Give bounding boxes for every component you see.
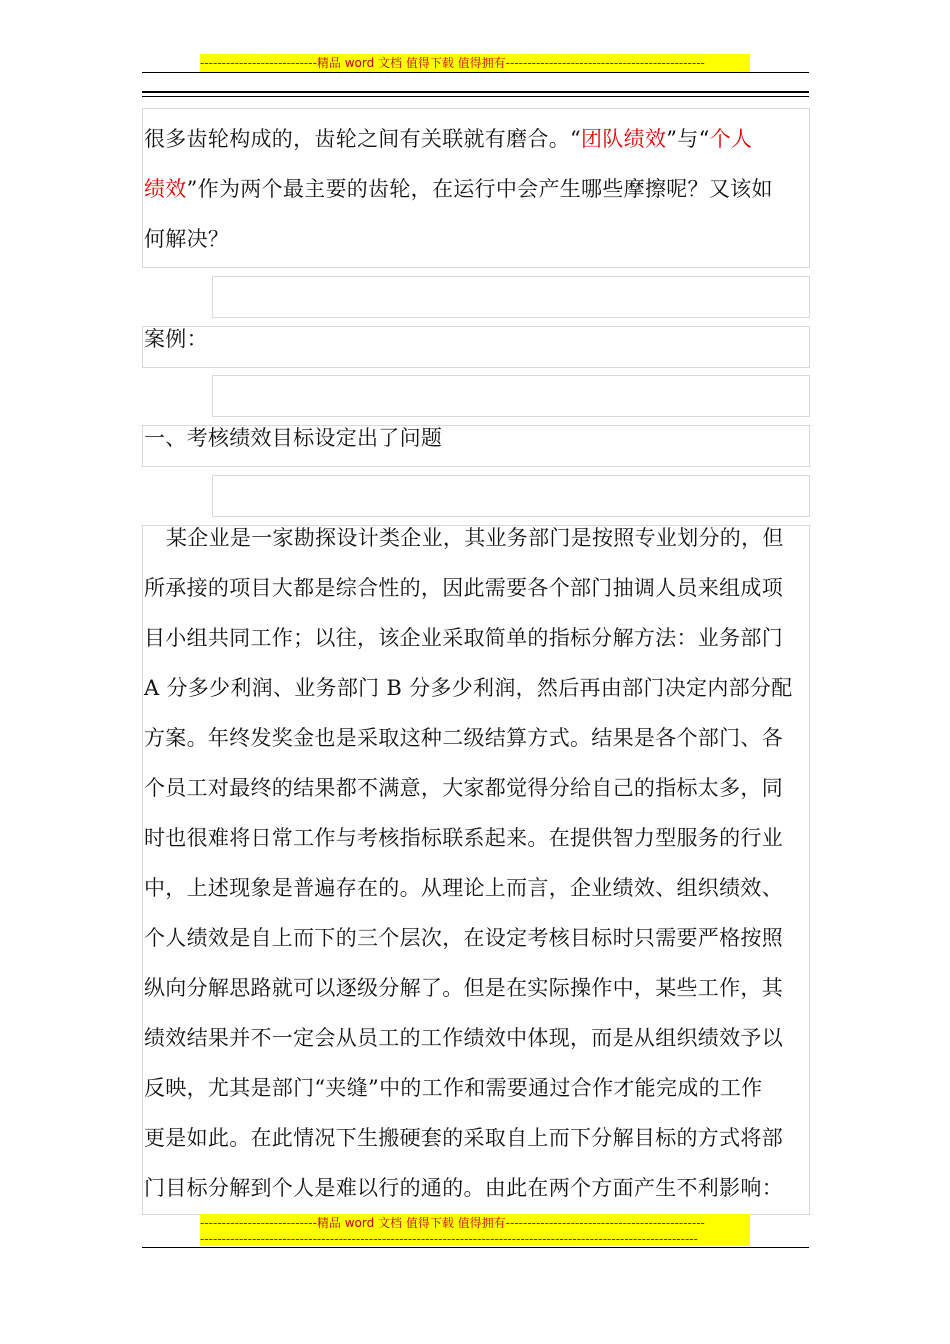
intro-paragraph xyxy=(144,114,816,264)
body-line: 目小组共同工作；以往，该企业采取简单的指标分解方法：业务部门 xyxy=(144,626,783,650)
header-double-rule-bottom xyxy=(142,96,809,97)
table-cell-empty xyxy=(212,375,810,417)
header-double-rule-top xyxy=(142,91,809,93)
body-line: 个人绩效是自上而下的三个层次，在设定考核目标时只需要严格按照 xyxy=(144,926,783,950)
body-line: 中，上述现象是普遍存在的。从理论上而言，企业绩效、组织绩效、 xyxy=(144,876,783,900)
body-line: 个员工对最终的结果都不满意，大家都觉得分给自己的指标太多，同 xyxy=(144,776,783,800)
intro-text: 很多齿轮构成的，齿轮之间有关联就有磨合。“ xyxy=(144,127,582,151)
intro-line-1 xyxy=(144,114,816,164)
table-cell-empty xyxy=(212,276,810,318)
intro-text: ”作为两个最主要的齿轮，在运行中会产生哪些摩擦呢？又该如 xyxy=(186,177,773,201)
body-line: 时也很难将日常工作与考核指标联系起来。在提供智力型服务的行业 xyxy=(144,826,783,850)
header-rule xyxy=(142,72,809,73)
section-heading: 一、考核绩效目标设定出了问题 xyxy=(144,426,443,450)
footer-banner xyxy=(200,1214,750,1246)
body-line: 某企业是一家勘探设计类企业，其业务部门是按照专业划分的，但 xyxy=(166,526,784,550)
table-cell-empty xyxy=(212,475,810,517)
case-label: 案例： xyxy=(144,327,208,351)
body-line: 更是如此。在此情况下生搬硬套的采取自上而下分解目标的方式将部 xyxy=(144,1126,783,1150)
individual-highlight-part1: 个人 xyxy=(709,127,753,151)
body-line: 方案。年终发奖金也是采取这种二级结算方式。结果是各个部门、各 xyxy=(144,726,783,750)
body-line: A 分多少利润、业务部门 B 分多少利润，然后再由部门决定内部分配 xyxy=(144,676,793,700)
intro-text: ”与“ xyxy=(666,127,710,151)
body-line: 所承接的项目大都是综合性的，因此需要各个部门抽调人员来组成项 xyxy=(144,576,783,600)
intro-line-3: 何解决？ xyxy=(144,227,230,251)
body-line: 门目标分解到个人是难以行的通的。由此在两个方面产生不利影响： xyxy=(144,1176,783,1200)
body-paragraph xyxy=(144,513,816,1213)
header-banner-text: ---------------------------精品 word 文档 值得下载 值得拥有---------------------------------------------- xyxy=(200,56,705,70)
body-line: 纵向分解思路就可以逐级分解了。但是在实际操作中，某些工作，其 xyxy=(144,976,783,1000)
footer-banner-text: ---------------------------精品 word 文档 值得下载 值得拥有---------------------------------------------- xyxy=(200,1216,705,1230)
header-banner xyxy=(200,54,750,73)
footer-rule xyxy=(142,1247,809,1248)
team-performance-highlight: 团队绩效 xyxy=(581,127,667,151)
individual-highlight-part2: 绩效 xyxy=(144,177,187,201)
body-line: 反映，尤其是部门“夹缝”中的工作和需要通过合作才能完成的工作 xyxy=(144,1076,763,1100)
footer-banner-dashes: ------------------------------------------------------------------------------------------------------------------- xyxy=(200,1232,698,1246)
body-line: 绩效结果并不一定会从员工的工作绩效中体现，而是从组织绩效予以 xyxy=(144,1026,783,1050)
intro-line-2 xyxy=(144,164,816,214)
